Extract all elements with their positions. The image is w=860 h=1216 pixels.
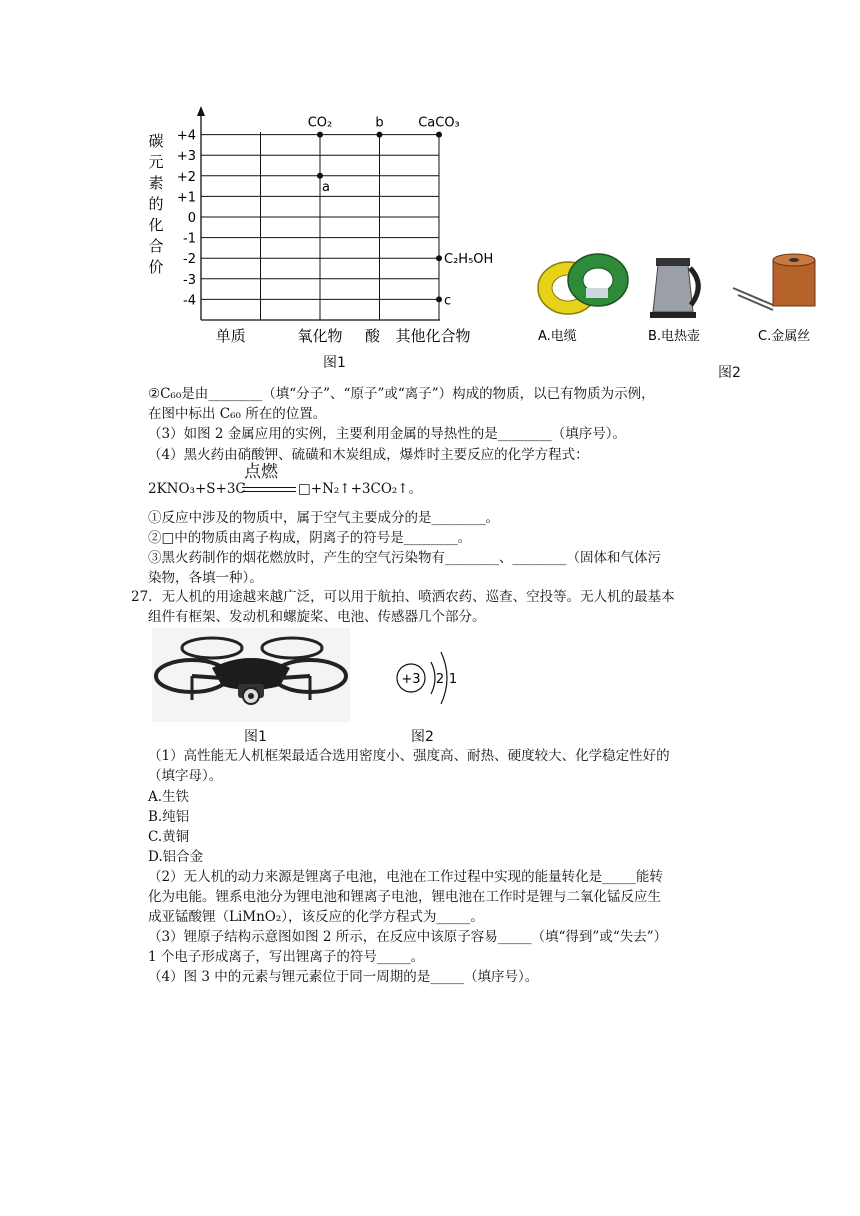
y-axis-label-char: 素 <box>148 174 164 192</box>
data-point-label: C₂H₅OH <box>444 252 494 268</box>
q27-line1: 27．无人机的用途越来越广泛，可以用于航拍、喷洒农药、巡查、空投等。无人机的最基本 <box>131 589 675 605</box>
x-category-label: 单质 <box>215 327 246 345</box>
nucleus-charge: +3 <box>401 672 421 687</box>
q2-line1: ②C₆₀是由________（填“分子”、“原子”或“离子”）构成的物质，以已有物质为示例， <box>148 386 655 402</box>
y-axis-arrow <box>197 106 205 116</box>
q2-line2: 在图中标出 C₆₀ 所在的位置。 <box>148 406 327 422</box>
y-tick-label: -1 <box>183 231 196 247</box>
equation-equals-line <box>242 487 296 488</box>
q27-line2: 组件有框架、发动机和螺旋桨、电池、传感器几个部分。 <box>148 609 486 625</box>
p1-line1: （1）高性能无人机框架最适合选用密度小、强度高、耐热、硬度较大、化学稳定性好的 <box>148 748 670 764</box>
item-label-a: A.电缆 <box>538 329 577 344</box>
data-point <box>317 132 323 138</box>
data-point <box>436 255 442 261</box>
lithium-atom-diagram <box>395 640 470 720</box>
y-axis-label-char: 合 <box>148 237 164 255</box>
shell-1-electrons: 2 <box>435 672 445 687</box>
option-b: B.纯铝 <box>148 809 190 825</box>
data-point-label: CaCO₃ <box>418 115 460 131</box>
data-point-label: a <box>322 179 330 195</box>
p1-line2: （填字母）。 <box>148 768 223 784</box>
drone-fig2-caption: 图2 <box>411 729 434 745</box>
p2-line3: 成亚锰酸锂（LiMnO₂），该反应的化学方程式为_____。 <box>148 909 484 925</box>
p3-line1: （3）锂原子结构示意图如图 2 所示，在反应中该原子容易_____（填“得到”或“失去”） <box>148 929 668 945</box>
drone-image <box>152 628 350 722</box>
equation-right: □+N₂↑+3CO₂↑。 <box>298 481 423 497</box>
figure1-caption: 图1 <box>323 355 346 371</box>
equation-equals-line-2 <box>242 491 296 492</box>
x-category-label: 氧化物 <box>297 327 343 345</box>
y-axis-label-char: 元 <box>148 153 164 171</box>
y-tick-label: -4 <box>183 293 196 309</box>
item-label-c: C.金属丝 <box>758 329 811 344</box>
equation-condition: 点燃 <box>244 462 278 482</box>
valence-chart <box>140 100 520 375</box>
y-axis-label-char: 化 <box>148 216 164 234</box>
q3-line: （3）如图 2 金属应用的实例，主要利用金属的导热性的是________（填序号）。 <box>148 426 627 442</box>
data-point-label: b <box>375 115 384 131</box>
y-tick-label: -2 <box>183 252 196 268</box>
cable-image <box>538 254 628 314</box>
data-point <box>377 132 383 138</box>
equation-left: 2KNO₃+S+3C <box>148 481 246 497</box>
y-axis-label-char: 价 <box>148 258 164 276</box>
q4-line: （4）黑火药由硝酸钾、硫磺和木炭组成，爆炸时主要反应的化学方程式： <box>148 447 589 463</box>
y-tick-label: -3 <box>183 272 196 288</box>
y-tick-label: +4 <box>176 128 196 144</box>
sub-q3-line2: 染物，各填一种）。 <box>148 570 263 586</box>
item-label-b: B.电热壶 <box>648 329 701 344</box>
sub-q2: ②□中的物质由离子构成，阴离子的符号是________。 <box>148 530 472 546</box>
metal-applications-figure <box>528 250 828 350</box>
wire-image <box>733 254 815 310</box>
data-point <box>436 296 442 302</box>
y-tick-label: +3 <box>176 149 196 165</box>
sub-q1: ①反应中涉及的物质中，属于空气主要成分的是________。 <box>148 510 499 526</box>
data-point <box>317 173 323 179</box>
p4-line: （4）图 3 中的元素与锂元素位于同一周期的是_____（填序号）。 <box>148 969 539 985</box>
equation <box>148 464 468 504</box>
data-point-label: c <box>444 293 452 309</box>
option-c: C.黄铜 <box>148 829 190 845</box>
y-tick-label: 0 <box>187 211 196 226</box>
x-category-label: 其他化合物 <box>395 327 471 345</box>
kettle-image <box>650 258 698 318</box>
p3-line2: 1 个电子形成离子，写出锂离子的符号_____。 <box>148 949 425 965</box>
y-axis-label-char: 碳 <box>148 132 164 150</box>
drone-fig1-caption: 图1 <box>244 729 267 745</box>
y-axis-label-char: 的 <box>148 195 164 213</box>
option-d: D.铝合金 <box>148 849 204 865</box>
sub-q3-line1: ③黑火药制作的烟花燃放时，产生的空气污染物有________、________（固体和气体污 <box>148 550 661 566</box>
y-tick-label: +1 <box>176 190 196 206</box>
data-point <box>436 132 442 138</box>
p2-line2: 化为电能。锂系电池分为锂电池和锂离子电池，锂电池在工作时是锂与二氧化锰反应生 <box>148 889 661 905</box>
option-a: A.生铁 <box>148 789 190 805</box>
figure2-caption: 图2 <box>718 365 741 381</box>
data-point-label: CO₂ <box>307 115 333 131</box>
shell-2-electrons: 1 <box>448 672 458 687</box>
p2-line1: （2）无人机的动力来源是锂离子电池，电池在工作过程中实现的能量转化是_____能转 <box>148 869 663 885</box>
x-category-label: 酸 <box>365 327 381 345</box>
y-tick-label: +2 <box>176 169 196 185</box>
